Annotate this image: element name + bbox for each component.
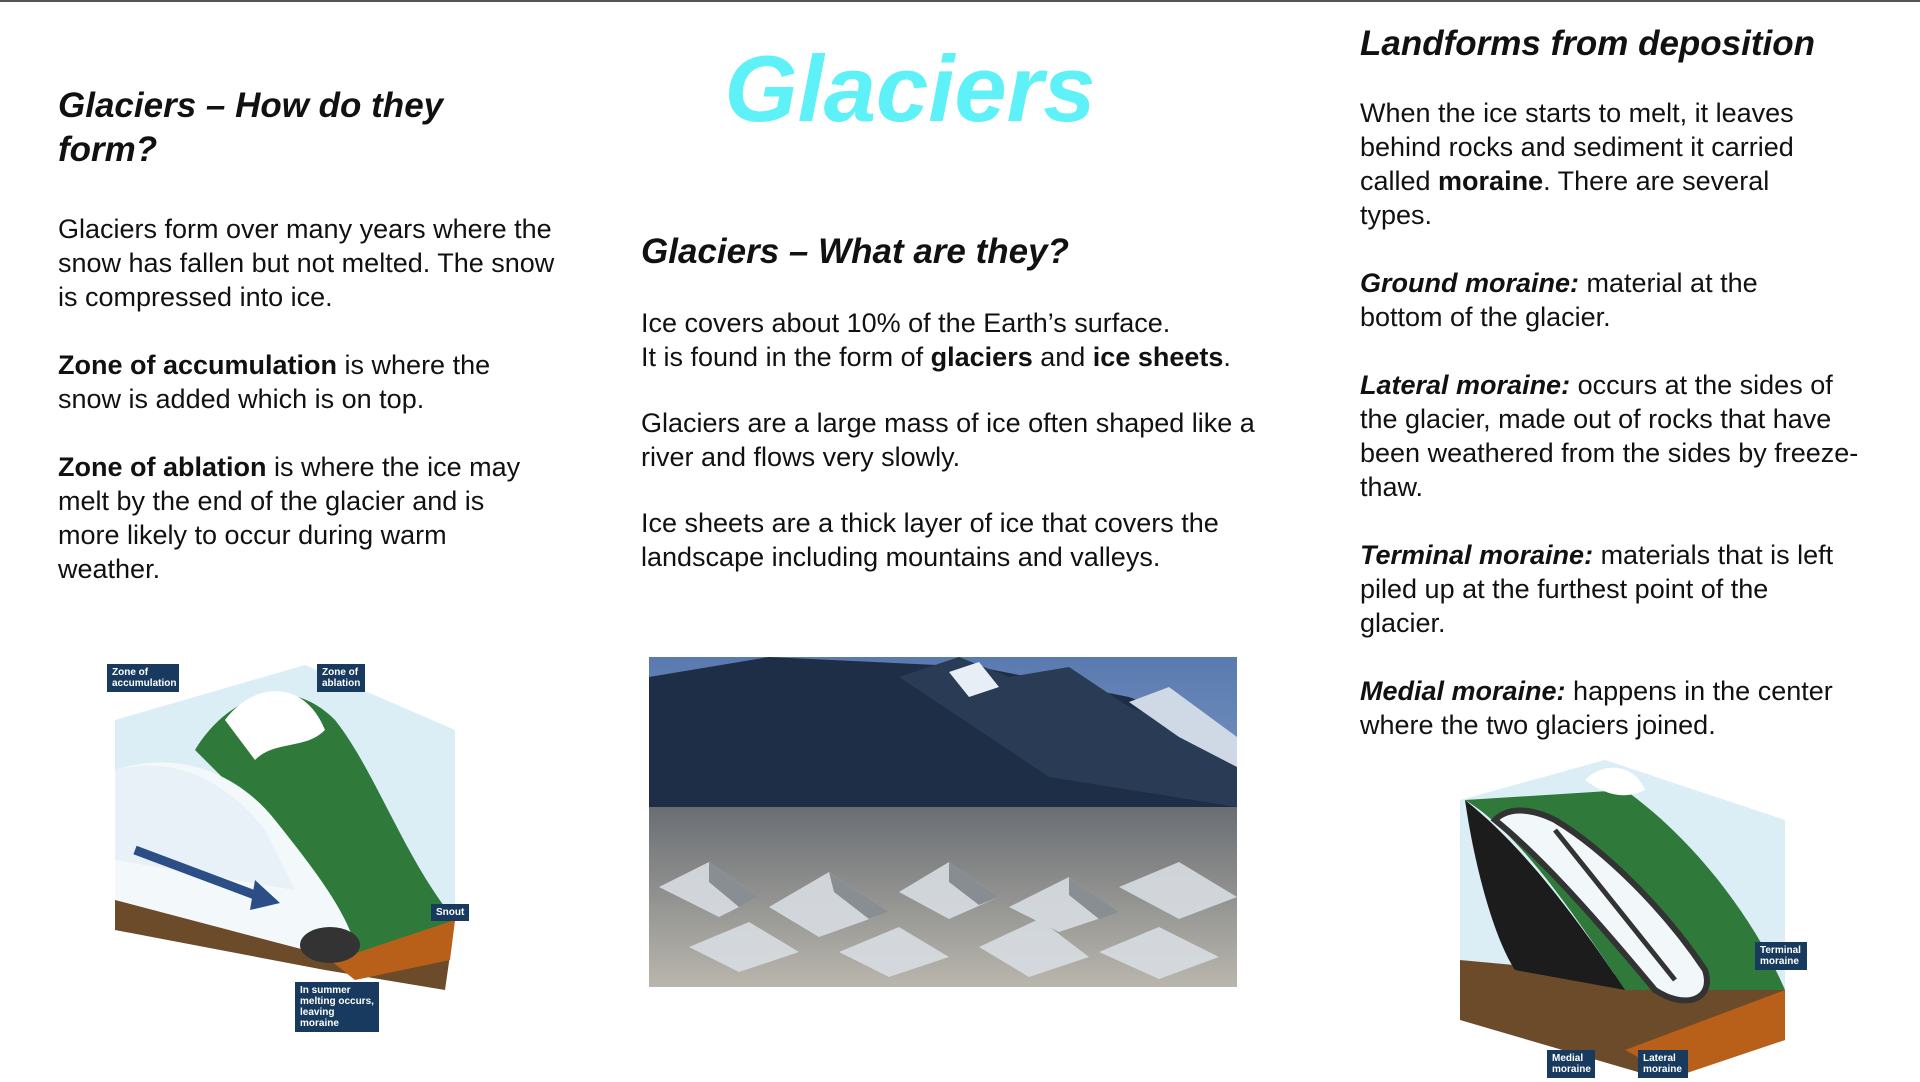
label-snout: Snout [431,904,469,921]
ground-moraine-text [1360,266,1830,334]
glacier-landscape-image [649,657,1237,987]
center-p1-d: . [1223,342,1231,372]
label-medial-moraine: Medial moraine [1547,1050,1595,1078]
glacier-zones-diagram [105,660,485,1030]
terminal-moraine-text [1360,538,1860,640]
lateral-moraine-text [1360,368,1860,504]
center-p1-a: Ice covers about 10% of the Earth’s surface. [641,308,1171,338]
glacier-zones-illustration [105,660,485,1030]
center-paragraph-1 [641,306,1291,374]
center-heading: Glaciers – What are they? [641,232,1069,271]
terminal-moraine-desc: materials that is left piled up at the furthest point of the glacier. [1360,540,1834,638]
term-accumulation: Zone of accumulation [58,350,338,380]
center-p1-c: and [1032,342,1093,372]
left-p3-rest: is where the ice may melt by the end of the glacier and is more likely to occur during warm weather. [58,452,521,584]
label-summer-melting: In summer melting occurs, leaving moraine [295,982,379,1032]
top-border [0,0,1920,2]
moraine-illustration [1455,760,1835,1077]
label-lateral-moraine: Lateral moraine [1638,1050,1688,1078]
right-column [1360,22,1880,742]
ground-moraine-desc: material at the bottom of the glacier. [1360,268,1758,332]
medial-moraine-desc: happens in the center where the two glaciers joined. [1360,676,1833,740]
medial-moraine-label: Medial moraine: [1360,676,1566,706]
left-paragraph-2 [58,348,538,416]
lateral-moraine-desc: occurs at the sides of the glacier, made out of rocks that have been weathered from the sides by freeze-thaw. [1360,370,1859,502]
terminal-moraine-label: Terminal moraine: [1360,540,1594,570]
glacier-photo [649,657,1237,987]
right-heading: Landforms from deposition [1360,24,1815,63]
term-ice-sheets: ice sheets [1092,342,1224,372]
moraine-types-diagram [1455,760,1835,1077]
label-zone-ablation: Zone of ablation [317,664,365,692]
label-terminal-moraine: Terminal moraine [1755,942,1807,970]
right-intro-a: When the ice starts to melt, it leaves behind rocks and sediment it carried called [1360,98,1794,196]
lateral-moraine-label: Lateral moraine: [1360,370,1571,400]
left-paragraph-1: Glaciers form over many years where the snow has fallen but not melted. The snow is compressed into ice. [58,214,555,312]
term-glaciers: glaciers [930,342,1033,372]
left-column [58,84,558,586]
label-zone-accumulation: Zone of accumulation [107,664,179,692]
left-p2-rest: is where the snow is added which is on top. [58,350,491,414]
right-intro [1360,96,1830,232]
center-p1-b: It is found in the form of [641,342,931,372]
page-title: Glaciers [724,36,1096,141]
center-paragraph-2: Glaciers are a large mass of ice often shaped like a river and flows very slowly. [641,408,1255,472]
ground-moraine-label: Ground moraine: [1360,268,1580,298]
left-paragraph-3 [58,450,548,586]
medial-moraine-text [1360,674,1880,742]
center-paragraph-3: Ice sheets are a thick layer of ice that covers the landscape including mountains and valleys. [641,508,1219,572]
right-intro-b: . There are several types. [1360,166,1770,230]
left-heading: Glaciers – How do they form? [58,86,444,169]
term-moraine: moraine [1438,166,1544,196]
center-column [641,230,1291,574]
term-ablation: Zone of ablation [58,452,267,482]
